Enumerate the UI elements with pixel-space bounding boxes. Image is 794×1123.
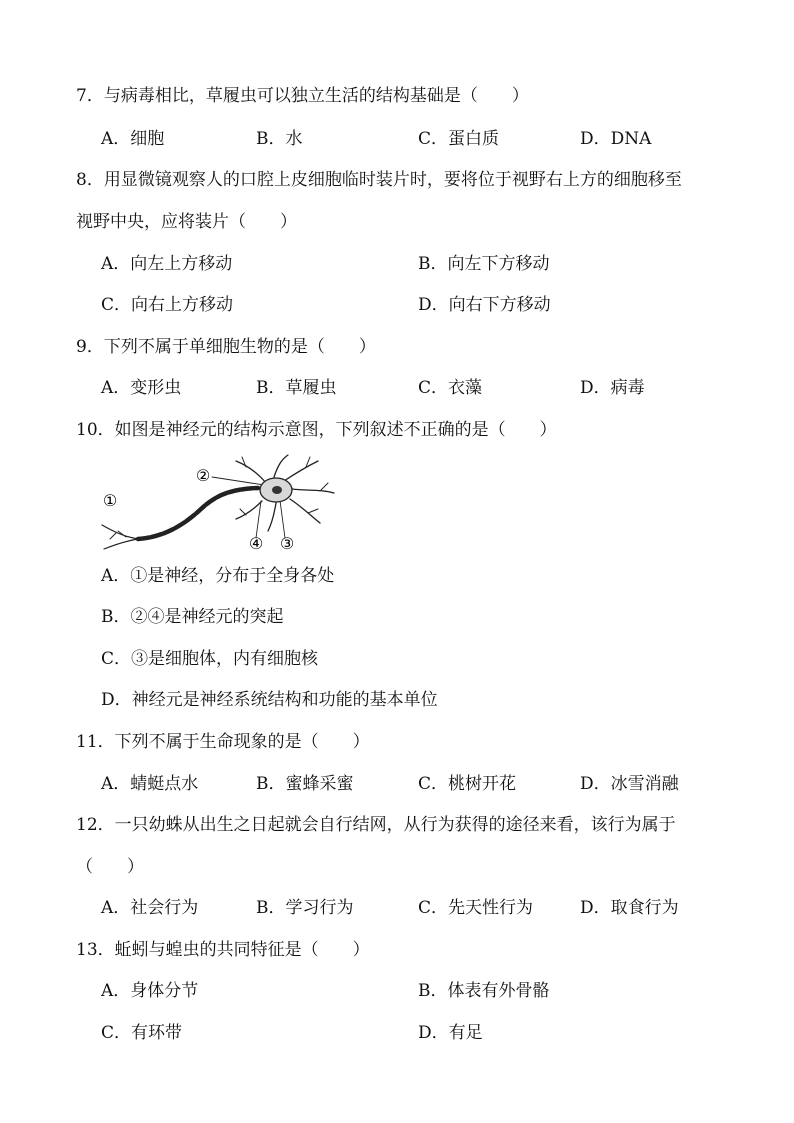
question-10-option-b[interactable]: B．②④是神经元的突起 — [101, 607, 284, 627]
question-9-option-b[interactable]: B．草履虫 — [256, 378, 337, 398]
question-10-stem: 10．如图是神经元的结构示意图，下列叙述不正确的是（ ） — [76, 420, 557, 440]
question-11-option-a[interactable]: A．蜻蜓点水 — [101, 774, 199, 794]
question-12-stem-line-1: 12．一只幼蛛从出生之日起就会自行结网，从行为获得的途径来看，该行为属于 — [76, 815, 676, 835]
question-9-option-d[interactable]: D．病毒 — [580, 378, 645, 398]
question-8-option-d[interactable]: D．向右下方移动 — [418, 295, 551, 315]
question-7-options — [0, 127, 794, 151]
question-8-option-c[interactable]: C．向右上方移动 — [101, 295, 234, 315]
question-9-options — [0, 376, 794, 400]
question-9-option-a[interactable]: A．变形虫 — [101, 378, 182, 398]
question-13-stem: 13．蚯蚓与蝗虫的共同特征是（ ） — [76, 940, 370, 960]
question-11-option-d[interactable]: D．冰雪消融 — [580, 774, 679, 794]
question-12-option-a[interactable]: A．社会行为 — [101, 898, 199, 918]
question-13-options-row-2 — [0, 1021, 794, 1045]
question-7-option-a[interactable]: A．细胞 — [101, 129, 165, 149]
label-2: ② — [195, 466, 211, 485]
question-7-stem: 7．与病毒相比，草履虫可以独立生活的结构基础是（ ） — [76, 86, 529, 106]
question-13-options-row-1 — [0, 979, 794, 1003]
question-12-option-b[interactable]: B．学习行为 — [256, 898, 354, 918]
label-1: ① — [102, 491, 118, 510]
question-8-option-b[interactable]: B．向左下方移动 — [418, 254, 550, 274]
question-13-option-b[interactable]: B．体表有外骨骼 — [418, 981, 550, 1001]
question-11-option-b[interactable]: B．蜜蜂采蜜 — [256, 774, 354, 794]
question-10-option-a[interactable]: A．①是神经，分布于全身各处 — [101, 566, 335, 586]
question-11-stem: 11．下列不属于生命现象的是（ ） — [76, 732, 370, 752]
question-12-options — [0, 896, 794, 920]
question-7-option-b[interactable]: B．水 — [256, 129, 303, 149]
question-13-option-d[interactable]: D．有足 — [418, 1023, 483, 1043]
question-8-option-a[interactable]: A．向左上方移动 — [101, 254, 233, 274]
label-4: ④ — [248, 534, 264, 553]
neuron-diagram — [96, 453, 346, 555]
question-9-stem: 9．下列不属于单细胞生物的是（ ） — [76, 337, 376, 357]
question-8-stem-line-2: 视野中央，应将装片（ ） — [76, 212, 297, 232]
question-12-option-d[interactable]: D．取食行为 — [580, 898, 679, 918]
question-13-option-c[interactable]: C．有环带 — [101, 1023, 183, 1043]
question-7-option-d[interactable]: D．DNA — [580, 129, 652, 149]
label-3: ③ — [279, 534, 295, 553]
question-13-option-a[interactable]: A．身体分节 — [101, 981, 199, 1001]
question-11-option-c[interactable]: C．桃树开花 — [418, 774, 517, 794]
question-10-option-d[interactable]: D．神经元是神经系统结构和功能的基本单位 — [101, 690, 438, 710]
question-12-stem-line-2: （ ） — [76, 857, 144, 877]
question-7-option-c[interactable]: C．蛋白质 — [418, 129, 500, 149]
question-9-option-c[interactable]: C．衣藻 — [418, 378, 483, 398]
question-8-options-row-1 — [0, 252, 794, 276]
question-11-options — [0, 772, 794, 796]
question-10-option-c[interactable]: C．③是细胞体，内有细胞核 — [101, 649, 319, 669]
question-8-options-row-2 — [0, 293, 794, 317]
question-12-option-c[interactable]: C．先天性行为 — [418, 898, 534, 918]
question-8-stem-line-1: 8．用显微镜观察人的口腔上皮细胞临时装片时，要将位于视野右上方的细胞移至 — [76, 170, 682, 190]
